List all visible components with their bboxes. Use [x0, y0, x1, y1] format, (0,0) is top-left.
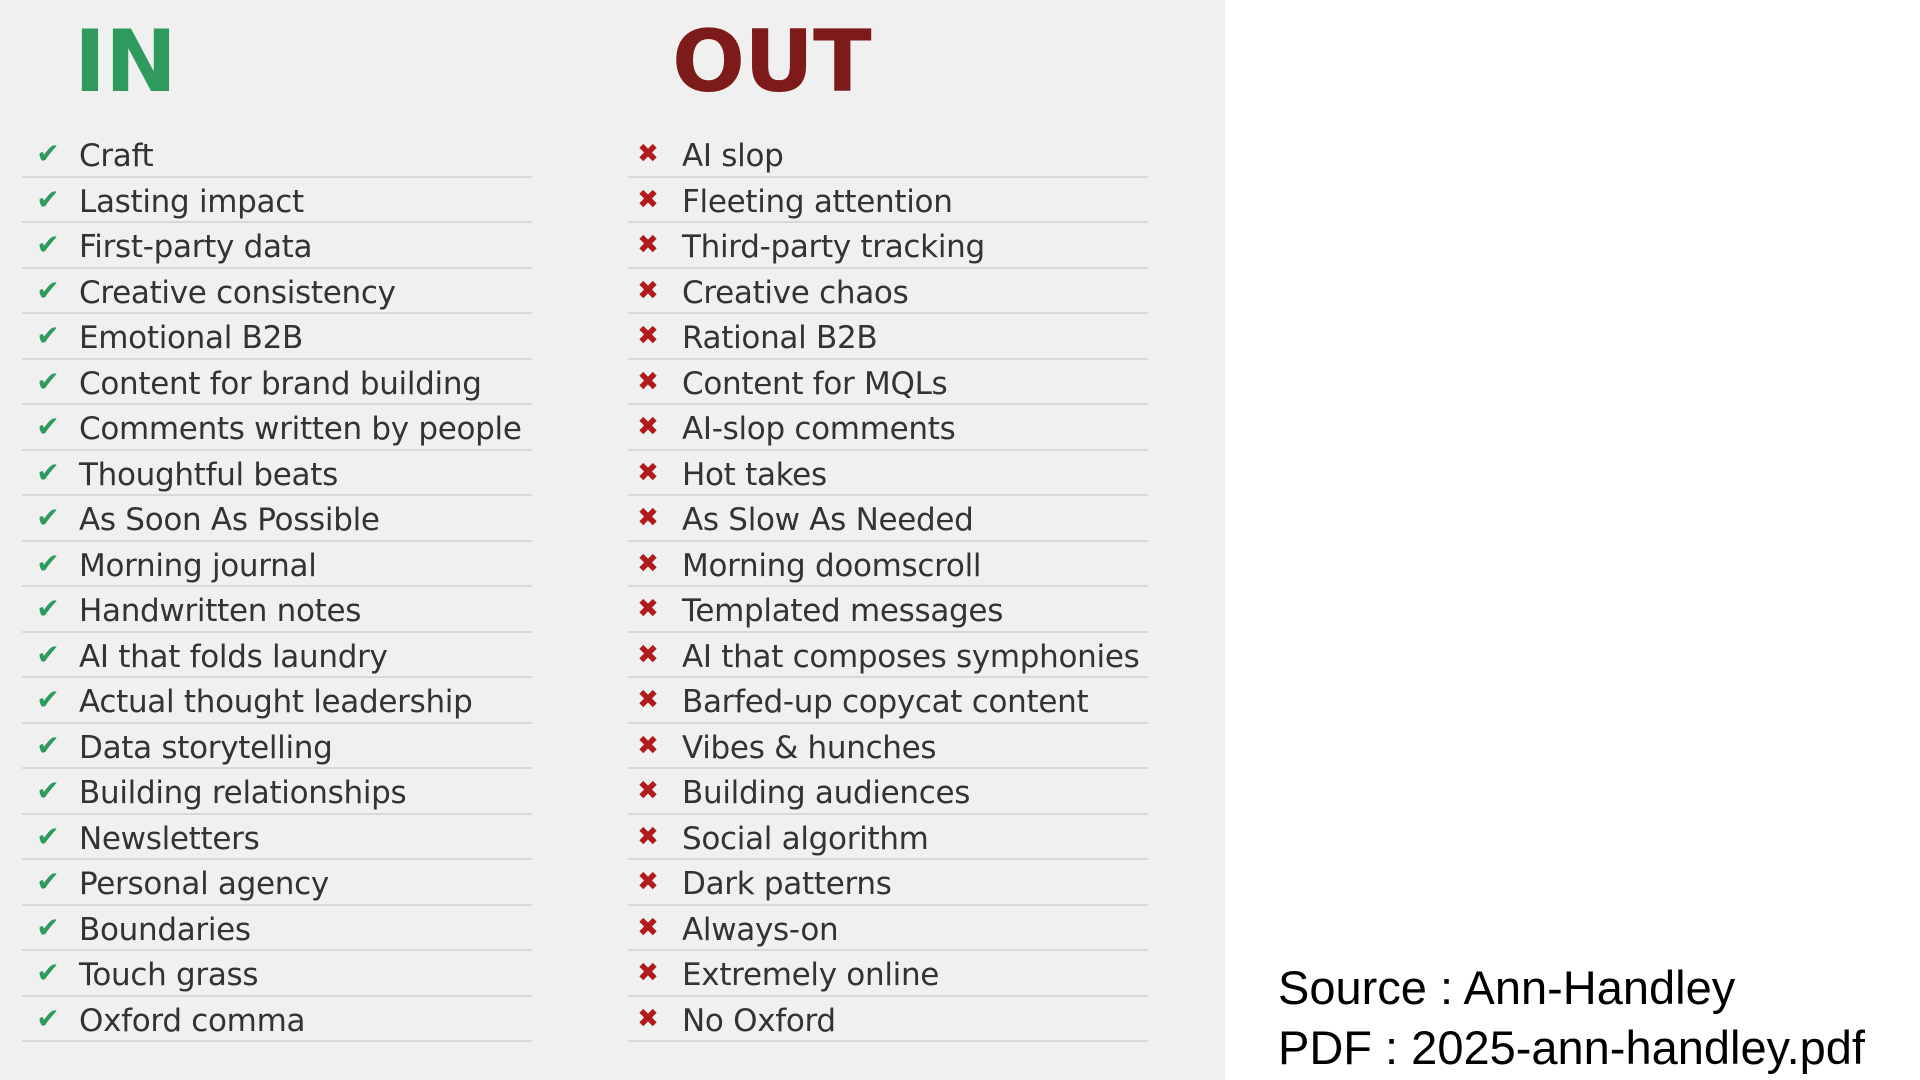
list-item [22, 405, 532, 451]
list-item-label: Hot takes [682, 456, 827, 493]
check-mark-icon: ✔ [36, 819, 60, 853]
list-item-label: Newsletters [79, 820, 260, 857]
cross-mark-icon: ✖ [637, 321, 659, 351]
cross-mark-icon: ✖ [637, 821, 659, 852]
check-mark-icon: ✔ [36, 865, 60, 898]
list-item-label: AI that composes symphonies [682, 638, 1140, 675]
list-item [628, 633, 1148, 679]
list-item [22, 769, 532, 815]
list-item-label: Vibes & hunches [682, 729, 937, 766]
check-mark-icon: ✔ [36, 956, 60, 989]
list-item [628, 405, 1148, 451]
cross-mark-icon: ✖ [637, 230, 659, 260]
list-item [22, 132, 532, 178]
list-item [628, 815, 1148, 861]
cross-mark-icon: ✖ [637, 184, 659, 215]
check-mark-icon: ✔ [36, 137, 60, 170]
cross-mark-icon: ✖ [637, 412, 659, 442]
list-item-label: Dark patterns [682, 866, 892, 902]
check-mark-icon: ✔ [36, 1001, 60, 1035]
check-mark-icon: ✔ [36, 728, 60, 762]
in-heading: IN [74, 12, 176, 112]
list-item-label: Morning journal [79, 547, 317, 584]
check-mark-icon: ✔ [36, 410, 60, 443]
list-item [628, 678, 1148, 724]
list-item-label: Lasting impact [79, 183, 304, 220]
check-mark-icon: ✔ [36, 319, 60, 352]
check-mark-icon: ✔ [36, 683, 60, 716]
list-item [628, 906, 1148, 952]
list-item [628, 951, 1148, 997]
list-item-label: Building audiences [682, 775, 971, 811]
list-item-label: Touch grass [79, 957, 259, 993]
cross-mark-icon: ✖ [637, 867, 659, 897]
list-item [22, 860, 532, 906]
check-mark-icon: ✔ [36, 546, 60, 580]
list-item-label: Fleeting attention [682, 183, 953, 220]
list-item-label: AI slop [682, 138, 784, 174]
cross-mark-icon: ✖ [637, 958, 659, 988]
list-item [22, 678, 532, 724]
list-item [22, 451, 532, 497]
list-item [22, 269, 532, 315]
list-item-label: Boundaries [79, 911, 251, 948]
list-item-label: Data storytelling [79, 729, 333, 766]
check-mark-icon: ✔ [36, 637, 60, 671]
list-item [22, 906, 532, 952]
list-item [628, 178, 1148, 224]
list-item [628, 496, 1148, 542]
list-item [628, 314, 1148, 360]
list-item-label: First-party data [79, 229, 313, 265]
list-item [628, 360, 1148, 406]
list-item-label: Personal agency [79, 866, 329, 902]
check-mark-icon: ✔ [36, 455, 60, 489]
list-item-label: Handwritten notes [79, 593, 362, 629]
check-mark-icon: ✔ [36, 774, 60, 807]
list-item [22, 178, 532, 224]
list-item [22, 542, 532, 588]
check-mark-icon: ✔ [36, 910, 60, 944]
list-item [628, 269, 1148, 315]
check-mark-icon: ✔ [36, 182, 60, 216]
check-mark-icon: ✔ [36, 364, 60, 398]
cross-mark-icon: ✖ [637, 503, 659, 533]
list-item [22, 223, 532, 269]
list-item-label: Creative consistency [79, 274, 396, 311]
list-item [628, 542, 1148, 588]
list-item [628, 724, 1148, 770]
list-item [22, 997, 532, 1043]
list-item-label: Third-party tracking [682, 229, 985, 265]
cross-mark-icon: ✖ [637, 548, 659, 579]
out-heading: OUT [672, 12, 871, 112]
list-item-label: Morning doomscroll [682, 547, 982, 584]
list-item [22, 360, 532, 406]
in-list [22, 132, 532, 1042]
cross-mark-icon: ✖ [637, 457, 659, 488]
list-item-label: Emotional B2B [79, 320, 303, 356]
list-item-label: As Soon As Possible [79, 502, 380, 538]
list-item-label: Content for MQLs [682, 365, 948, 402]
list-item [22, 815, 532, 861]
check-mark-icon: ✔ [36, 228, 60, 261]
list-item-label: Creative chaos [682, 274, 909, 311]
list-item-label: Thoughtful beats [79, 456, 338, 493]
list-item-label: Content for brand building [79, 365, 482, 402]
list-item-label: Comments written by people [79, 411, 522, 447]
list-item-label: Actual thought leadership [79, 684, 473, 720]
check-mark-icon: ✔ [36, 501, 60, 534]
list-item [22, 587, 532, 633]
cross-mark-icon: ✖ [637, 594, 659, 624]
cross-mark-icon: ✖ [637, 1003, 659, 1034]
cross-mark-icon: ✖ [637, 730, 659, 761]
check-mark-icon: ✔ [36, 273, 60, 307]
list-item [22, 951, 532, 997]
list-item [628, 997, 1148, 1043]
list-item [628, 223, 1148, 269]
source-line: Source : Ann-Handley [1278, 961, 1736, 1014]
list-item-label: Barfed-up copycat content [682, 684, 1089, 720]
list-item-label: Social algorithm [682, 820, 929, 857]
list-item [22, 314, 532, 360]
cross-mark-icon: ✖ [637, 275, 659, 306]
list-item [22, 496, 532, 542]
cross-mark-icon: ✖ [637, 139, 659, 169]
list-item [628, 132, 1148, 178]
cross-mark-icon: ✖ [637, 639, 659, 670]
list-item-label: AI-slop comments [682, 411, 956, 447]
cross-mark-icon: ✖ [637, 685, 659, 715]
out-list [628, 132, 1148, 1042]
list-item [22, 633, 532, 679]
list-item-label: Extremely online [682, 957, 940, 993]
list-item-label: As Slow As Needed [682, 502, 974, 538]
check-mark-icon: ✔ [36, 592, 60, 625]
list-item [628, 587, 1148, 633]
list-item [628, 860, 1148, 906]
list-item-label: Building relationships [79, 775, 407, 811]
cross-mark-icon: ✖ [637, 776, 659, 806]
list-item-label: Rational B2B [682, 320, 878, 356]
list-item [628, 769, 1148, 815]
list-item-label: Always-on [682, 911, 839, 948]
list-item-label: Oxford comma [79, 1002, 306, 1039]
list-item-label: AI that folds laundry [79, 638, 388, 675]
list-item [22, 724, 532, 770]
list-item-label: No Oxford [682, 1002, 836, 1039]
source-note [1278, 958, 1865, 1078]
list-item [628, 451, 1148, 497]
pdf-line: PDF : 2025-ann-handley.pdf [1278, 1021, 1865, 1074]
cross-mark-icon: ✖ [637, 912, 659, 943]
list-item-label: Templated messages [682, 593, 1004, 629]
cross-mark-icon: ✖ [637, 366, 659, 397]
list-item-label: Craft [79, 138, 154, 174]
